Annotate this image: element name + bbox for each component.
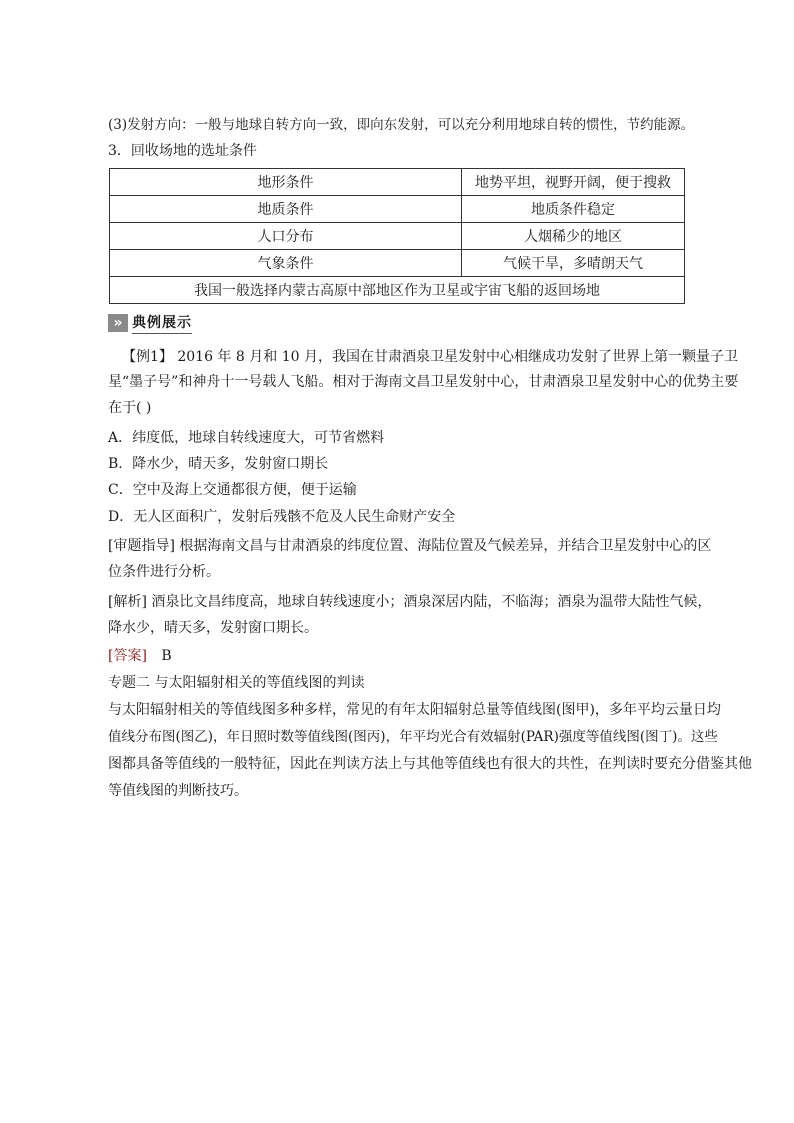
- guide-text: [审题指导] 根据海南文昌与甘肃酒泉的纬度位置、海陆位置及气候差异，并结合卫星发射中心的区: [108, 538, 712, 554]
- guide-text: 位条件进行分析。: [108, 564, 220, 580]
- topic-two-paragraph: 图都具备等值线的一般特征，因此在判读方法上与其他等值线也有很大的共性，在判读时要充分借鉴其他: [108, 756, 752, 772]
- factor-cell: 人口分布: [110, 223, 462, 250]
- typical-examples-heading: [108, 313, 192, 333]
- topic-two-paragraph: 值线分布图(图乙)，年日照时数等值线图(图丙)，年平均光合有效辐射(PAR)强度等值线图(图丁)。这些: [108, 729, 718, 745]
- topic-two-paragraph: 与太阳辐射相关的等值线图多种多样，常见的有年太阳辐射总量等值线图(图甲)，多年平均云量日均: [108, 702, 721, 718]
- answer-line: [108, 646, 172, 666]
- example-question-line: 在于( ): [108, 400, 152, 416]
- analysis-text: 降水少，晴天多，发射窗口期长。: [108, 620, 318, 636]
- table-row: [110, 250, 685, 277]
- example-question-line: 【例1】 2016 年 8 月和 10 月，我国在甘肃酒泉卫星发射中心相继成功发射了世界上第一颗量子卫: [122, 349, 738, 365]
- answer-value: B: [161, 648, 172, 664]
- table-row: [110, 196, 685, 223]
- option-b: B．降水少，晴天多，发射窗口期长: [108, 456, 329, 472]
- table-footer-cell: 我国一般选择内蒙古高原中部地区作为卫星或宇宙飞船的返回场地: [110, 277, 685, 304]
- analysis-text: [解析] 酒泉比文昌纬度高，地球自转线速度小；酒泉深居内陆，不临海；酒泉为温带大陆性气候，: [108, 594, 712, 610]
- condition-cell: 气候干旱，多晴朗天气: [462, 250, 685, 277]
- recovery-conditions-table: [109, 168, 685, 304]
- condition-cell: 人烟稀少的地区: [462, 223, 685, 250]
- condition-cell: 地势平坦，视野开阔，便于搜救: [462, 169, 685, 196]
- condition-cell: 地质条件稳定: [462, 196, 685, 223]
- option-c: C．空中及海上交通都很方便，便于运输: [108, 482, 357, 498]
- topic-two-paragraph: 等值线图的判断技巧。: [108, 783, 248, 799]
- table-row: [110, 169, 685, 196]
- factor-cell: 气象条件: [110, 250, 462, 277]
- option-a: A．纬度低，地球自转线速度大，可节省燃料: [108, 430, 385, 446]
- launch-direction-text: (3)发射方向：一般与地球自转方向一致，即向东发射，可以充分利用地球自转的惯性，节约能源。: [108, 117, 695, 133]
- answer-tag: [答案]: [108, 648, 147, 664]
- option-d: D．无人区面积广，发射后残骸不危及人民生命财产安全: [108, 509, 456, 525]
- topic-two-title: 专题二 与太阳辐射相关的等值线图的判读: [108, 675, 365, 691]
- recovery-site-heading: 3．回收场地的选址条件: [108, 143, 257, 159]
- double-arrow-icon: »: [108, 314, 128, 332]
- table-row: [110, 223, 685, 250]
- factor-cell: 地质条件: [110, 196, 462, 223]
- example-question-line: 星“墨子号”和神舟十一号载人飞船。相对于海南文昌卫星发射中心，甘肃酒泉卫星发射中心的优势主要: [108, 374, 739, 390]
- section-label: 典例展示: [132, 312, 192, 334]
- table-footer-row: [110, 277, 685, 304]
- factor-cell: 地形条件: [110, 169, 462, 196]
